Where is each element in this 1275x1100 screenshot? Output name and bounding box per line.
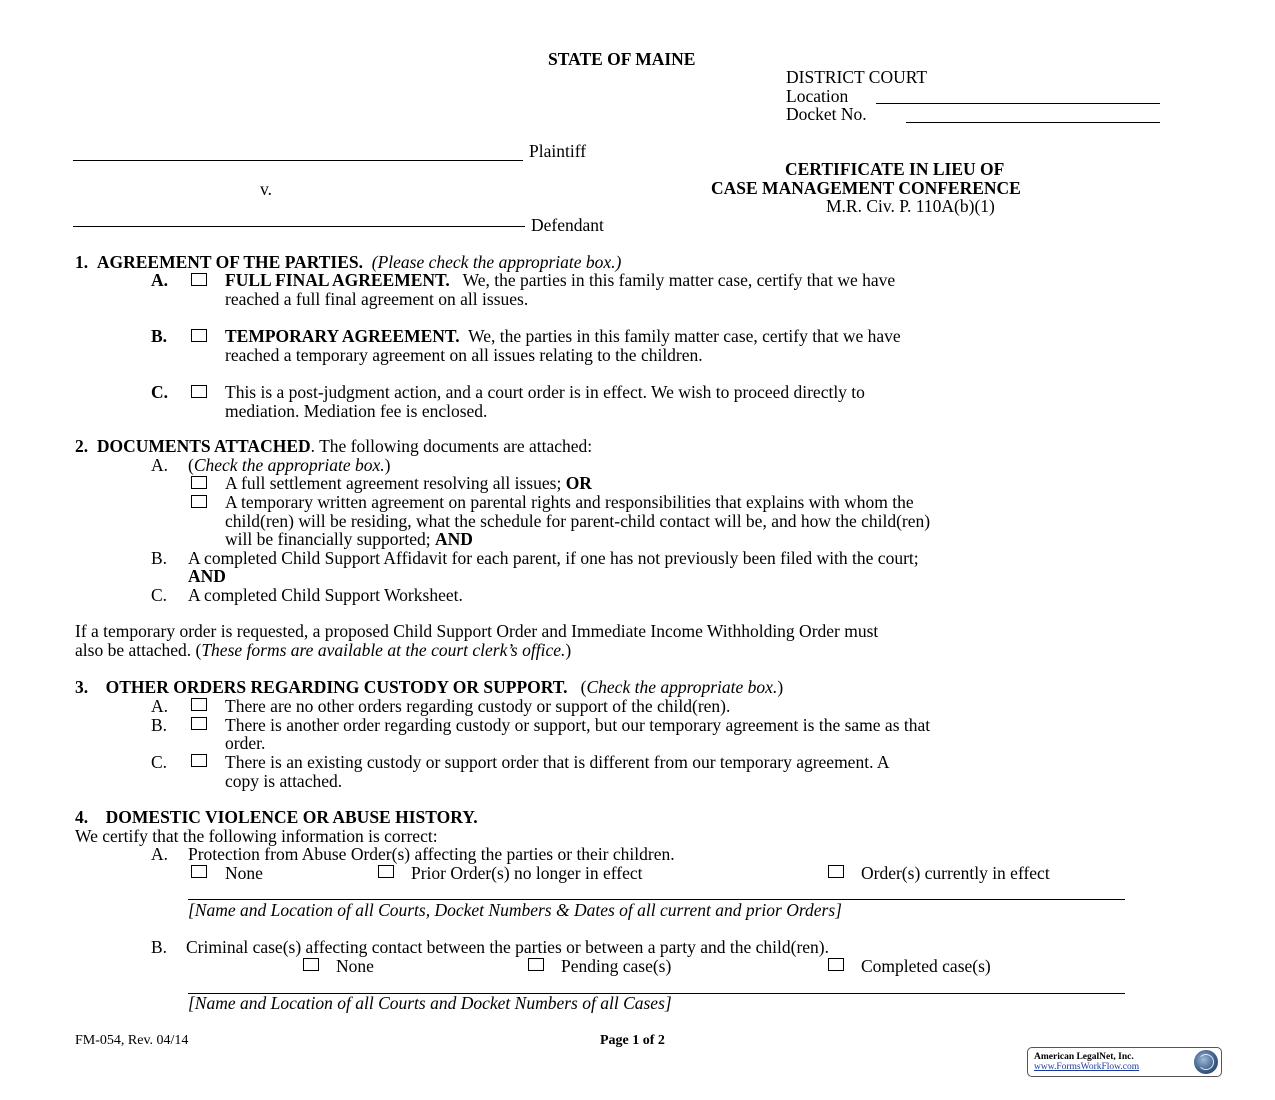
temporary-agreement-text-2: reached a temporary agreement on all issues relating to the children. — [225, 345, 703, 365]
same-order-text: There is another order regarding custody or support, but our temporary agreement is the same as that — [225, 715, 931, 735]
same-order-checkbox[interactable] — [191, 717, 207, 730]
section-number: 4. — [75, 807, 89, 827]
option-letter: C. — [151, 752, 168, 772]
section-3-heading: 3. OTHER ORDERS REGARDING CUSTODY OR SUPPORT. (Check the appropriate box.) — [75, 677, 784, 697]
settlement-agreement-checkbox[interactable] — [191, 476, 207, 489]
option-letter: C. — [151, 382, 169, 402]
defendant-field[interactable] — [73, 209, 525, 227]
temporary-order-note-2: also be attached. (These forms are available at the court clerk’s office.) — [75, 640, 572, 660]
option-letter: B. — [151, 326, 168, 346]
settlement-agreement-text: A full settlement agreement resolving all issues; OR — [225, 473, 592, 493]
option-letter: A. — [151, 844, 169, 864]
criminal-pending-label: Pending case(s) — [561, 956, 672, 976]
docket-field[interactable] — [906, 105, 1160, 123]
plaintiff-label: Plaintiff — [529, 141, 587, 161]
protection-order-text: Protection from Abuse Order(s) affecting the parties or their children. — [188, 844, 675, 864]
pfa-current-label: Order(s) currently in effect — [861, 863, 1050, 883]
american-legalnet-logo[interactable] — [1027, 1047, 1222, 1077]
temporary-written-agreement-checkbox[interactable] — [191, 495, 207, 508]
section-title: DOCUMENTS ATTACHED — [96, 436, 311, 456]
criminal-details-caption: [Name and Location of all Courts and Docket Numbers of all Cases] — [188, 993, 672, 1013]
temporary-order-note: If a temporary order is requested, a proposed Child Support Order and Immediate Income Withholding Order must — [75, 621, 879, 641]
form-id: FM-054, Rev. 04/14 — [75, 1033, 189, 1048]
full-final-agreement-text-2: reached a full final agreement on all issues. — [225, 289, 529, 309]
criminal-completed-label: Completed case(s) — [861, 956, 991, 976]
docket-label: Docket No. — [786, 104, 867, 124]
option-letter: A. — [151, 696, 169, 716]
check-note: (Check the appropriate box.) — [188, 455, 391, 475]
logo-text — [1034, 1052, 1139, 1072]
criminal-none-checkbox[interactable] — [303, 958, 319, 971]
pfa-details-caption: [Name and Location of all Courts, Docket Numbers & Dates of all current and prior Orders] — [188, 900, 842, 920]
criminal-completed-checkbox[interactable] — [828, 958, 844, 971]
section-2-heading — [75, 437, 592, 456]
defendant-label: Defendant — [531, 215, 604, 235]
globe-icon — [1194, 1050, 1218, 1074]
logo-url[interactable]: www.FormsWorkFlow.com — [1034, 1062, 1140, 1072]
post-judgment-text: This is a post-judgment action, and a court order is in effect. We wish to proceed directly to — [225, 382, 865, 402]
full-final-agreement-text — [225, 271, 895, 290]
plaintiff-field[interactable] — [73, 144, 523, 161]
state-heading: STATE OF MAINE — [548, 49, 696, 69]
section-title: AGREEMENT OF THE PARTIES. — [96, 252, 364, 272]
criminal-case-text: Criminal case(s) affecting contact between the parties or between a party and the child(ren). — [186, 937, 830, 957]
option-letter: C. — [151, 585, 168, 605]
and-label: AND — [188, 566, 226, 586]
court-label: DISTRICT COURT — [786, 67, 928, 87]
logo-name: American LegalNet, Inc. — [1034, 1052, 1134, 1062]
title-line-2: CASE MANAGEMENT CONFERENCE — [711, 178, 1021, 198]
pfa-none-checkbox[interactable] — [191, 865, 207, 878]
page-number: Page 1 of 2 — [600, 1033, 665, 1048]
option-letter: A. — [151, 455, 169, 475]
option-text: We, the parties in this family matter case, certify that we have — [468, 326, 901, 346]
temporary-written-agreement-text: A temporary written agreement on parental rights and responsibilities that explains with whom the — [225, 492, 914, 512]
pfa-prior-label: Prior Order(s) no longer in effect — [411, 863, 643, 883]
rule-citation: M.R. Civ. P. 110A(b)(1) — [826, 196, 995, 216]
temporary-agreement-text — [225, 327, 901, 346]
different-order-text: There is an existing custody or support order that is different from our temporary agreement. A — [225, 752, 890, 772]
section-title: OTHER ORDERS REGARDING CUSTODY OR SUPPORT. — [105, 677, 568, 697]
location-field[interactable] — [876, 86, 1160, 104]
section-4-heading — [75, 808, 478, 827]
post-judgment-text-2: mediation. Mediation fee is enclosed. — [225, 401, 488, 421]
different-order-text-2: copy is attached. — [225, 771, 343, 791]
child-support-worksheet-text: A completed Child Support Worksheet. — [188, 585, 463, 605]
section-number: 3. — [75, 677, 89, 697]
certify-intro: We certify that the following information is correct: — [75, 826, 438, 846]
pfa-current-checkbox[interactable] — [828, 865, 844, 878]
option-title: TEMPORARY AGREEMENT. — [225, 326, 460, 346]
option-text: We, the parties in this family matter case, certify that we have — [462, 270, 896, 290]
title-line-1: CERTIFICATE IN LIEU OF — [785, 159, 1005, 179]
temporary-written-agreement-text-2: child(ren) will be residing, what the schedule for parent-child contact will be, and how the child(ren) — [225, 511, 931, 531]
temporary-agreement-checkbox[interactable] — [191, 329, 207, 342]
pfa-prior-checkbox[interactable] — [378, 865, 394, 878]
section-title: DOMESTIC VIOLENCE OR ABUSE HISTORY. — [105, 807, 478, 827]
criminal-none-label: None — [336, 956, 374, 976]
pfa-none-label: None — [225, 863, 263, 883]
section-number: 1. — [75, 252, 89, 272]
option-letter: B. — [151, 937, 168, 957]
post-judgment-checkbox[interactable] — [191, 385, 207, 398]
option-letter: A. — [151, 270, 169, 290]
same-order-text-2: order. — [225, 733, 266, 753]
section-note: (Please check the appropriate box.) — [371, 252, 622, 272]
criminal-pending-checkbox[interactable] — [528, 958, 544, 971]
different-order-checkbox[interactable] — [191, 754, 207, 767]
option-letter: B. — [151, 548, 168, 568]
location-label: Location — [786, 86, 849, 106]
option-letter: B. — [151, 715, 168, 735]
versus-label: v. — [260, 179, 272, 199]
no-other-orders-text: There are no other orders regarding custody or support of the child(ren). — [225, 696, 731, 716]
child-support-affidavit-text: A completed Child Support Affidavit for each parent, if one has not previously been filed with the court; — [188, 548, 919, 568]
section-number: 2. — [75, 436, 89, 456]
full-final-agreement-checkbox[interactable] — [191, 273, 207, 286]
temporary-written-agreement-text-3: will be financially supported; AND — [225, 529, 473, 549]
option-title: FULL FINAL AGREEMENT. — [225, 270, 450, 290]
no-other-orders-checkbox[interactable] — [191, 698, 207, 711]
section-intro: . The following documents are attached: — [310, 436, 593, 456]
